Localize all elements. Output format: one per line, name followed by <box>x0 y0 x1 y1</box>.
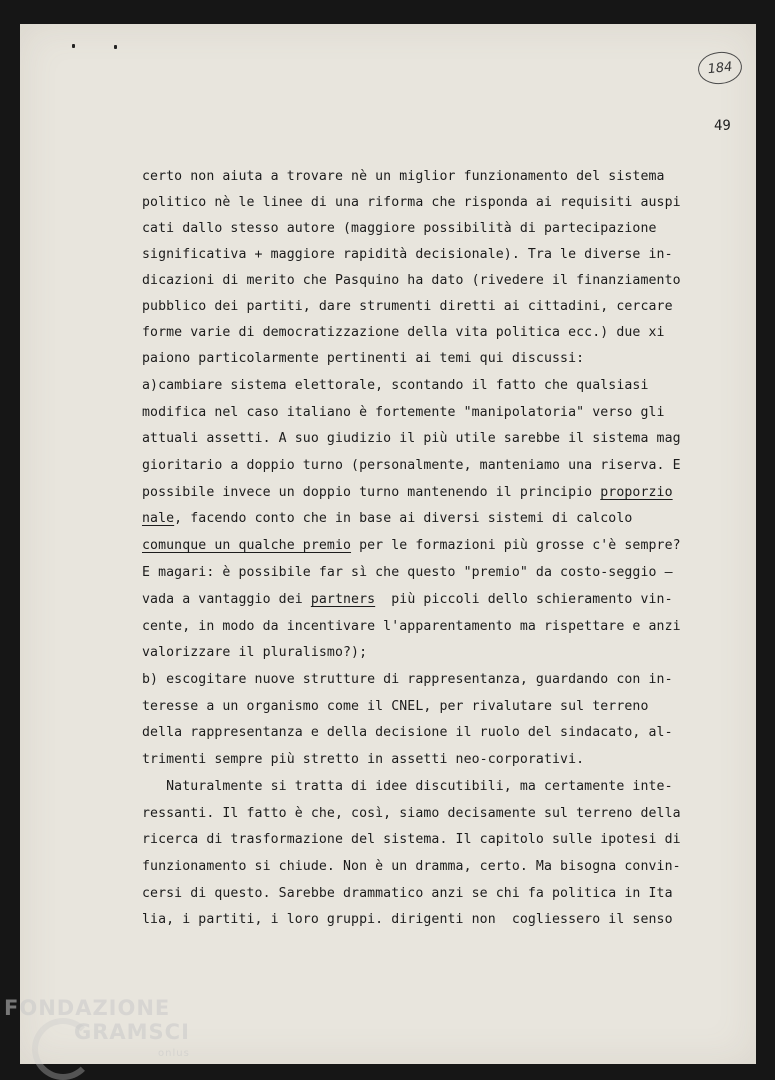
text-line: funzionamento si chiude. Non è un dramma, certo. Ma bisogna convin- <box>142 859 681 874</box>
underlined-text: nale <box>142 511 175 526</box>
text-line: paiono particolarmente pertinenti ai temi qui discussi: <box>142 351 585 366</box>
underlined-text: proporzio <box>600 485 673 500</box>
text-segment: più piccoli dello schieramento vin- <box>375 592 673 607</box>
text-line: politico nè le linee di una riforma che risponda ai requisiti auspi <box>142 195 681 210</box>
punch-mark <box>72 44 75 48</box>
text-line: valorizzare il pluralismo?); <box>142 645 368 660</box>
watermark-line: FONDAZIONE <box>4 996 171 1020</box>
text-segment: vada a vantaggio dei <box>142 592 311 607</box>
watermark-line: GRAMSCI <box>74 1020 190 1044</box>
text-line: modifica nel caso italiano è fortemente "manipolatoria" verso gli <box>142 405 665 420</box>
text-line: ressanti. Il fatto è che, così, siamo decisamente sul terreno della <box>142 806 681 821</box>
text-line: attuali assetti. A suo giudizio il più utile sarebbe il sistema mag <box>142 431 681 446</box>
text-line: trimenti sempre più stretto in assetti neo-corporativi. <box>142 752 585 767</box>
text-line: lia, i partiti, i loro gruppi. dirigenti non cogliessero il senso <box>142 912 673 927</box>
text-line: cersi di questo. Sarebbe drammatico anzi se chi fa politica in Ita <box>142 886 673 901</box>
text-line: dicazioni di merito che Pasquino ha dato (rivedere il finanziamento <box>142 273 681 288</box>
archive-stamp-number: 184 <box>706 59 734 77</box>
underlined-text: partners <box>310 592 376 607</box>
text-segment: possibile invece un doppio turno mantenendo il principio <box>142 485 601 500</box>
text-line <box>142 591 673 609</box>
text-segment: , facendo conto che in base ai diversi sistemi di calcolo <box>174 511 633 526</box>
text-line: b) escogitare nuove strutture di rappresentanza, guardando con in- <box>142 672 673 687</box>
page-number: 49 <box>714 118 731 134</box>
text-line <box>142 537 681 555</box>
text-line: certo non aiuta a trovare nè un miglior funzionamento del sistema <box>142 169 665 184</box>
text-line: cente, in modo da incentivare l'apparentamento ma rispettare e anzi <box>142 619 681 634</box>
text-line: della rappresentanza e della decisione il ruolo del sindacato, al- <box>142 725 673 740</box>
text-line <box>142 484 673 502</box>
punch-mark <box>114 45 117 49</box>
text-segment: per le formazioni più grosse c'è sempre? <box>351 538 681 553</box>
text-line: Naturalmente si tratta di idee discutibili, ma certamente inte- <box>142 779 673 794</box>
text-line: a)cambiare sistema elettorale, scontando il fatto che qualsiasi <box>142 378 649 393</box>
text-line: forme varie di democratizzazione della vita politica ecc.) due xi <box>142 325 665 340</box>
text-line <box>142 510 632 528</box>
watermark-line: onlus <box>158 1048 190 1059</box>
text-line: significativa + maggiore rapidità decisionale). Tra le diverse in- <box>142 247 673 262</box>
text-line: cati dallo stesso autore (maggiore possibilità di partecipazione <box>142 221 657 236</box>
text-line: teresse a un organismo come il CNEL, per rivalutare sul terreno <box>142 699 649 714</box>
underlined-text: comunque un qualche premio <box>142 538 352 553</box>
text-line: pubblico dei partiti, dare strumenti diretti ai cittadini, cercare <box>142 299 673 314</box>
text-line: E magari: è possibile far sì che questo "premio" da costo-seggio — <box>142 565 673 580</box>
fondazione-gramsci-watermark <box>4 996 204 1076</box>
text-line: ricerca di trasformazione del sistema. Il capitolo sulle ipotesi di <box>142 832 681 847</box>
text-line: gioritario a doppio turno (personalmente, manteniamo una riserva. E <box>142 458 681 473</box>
